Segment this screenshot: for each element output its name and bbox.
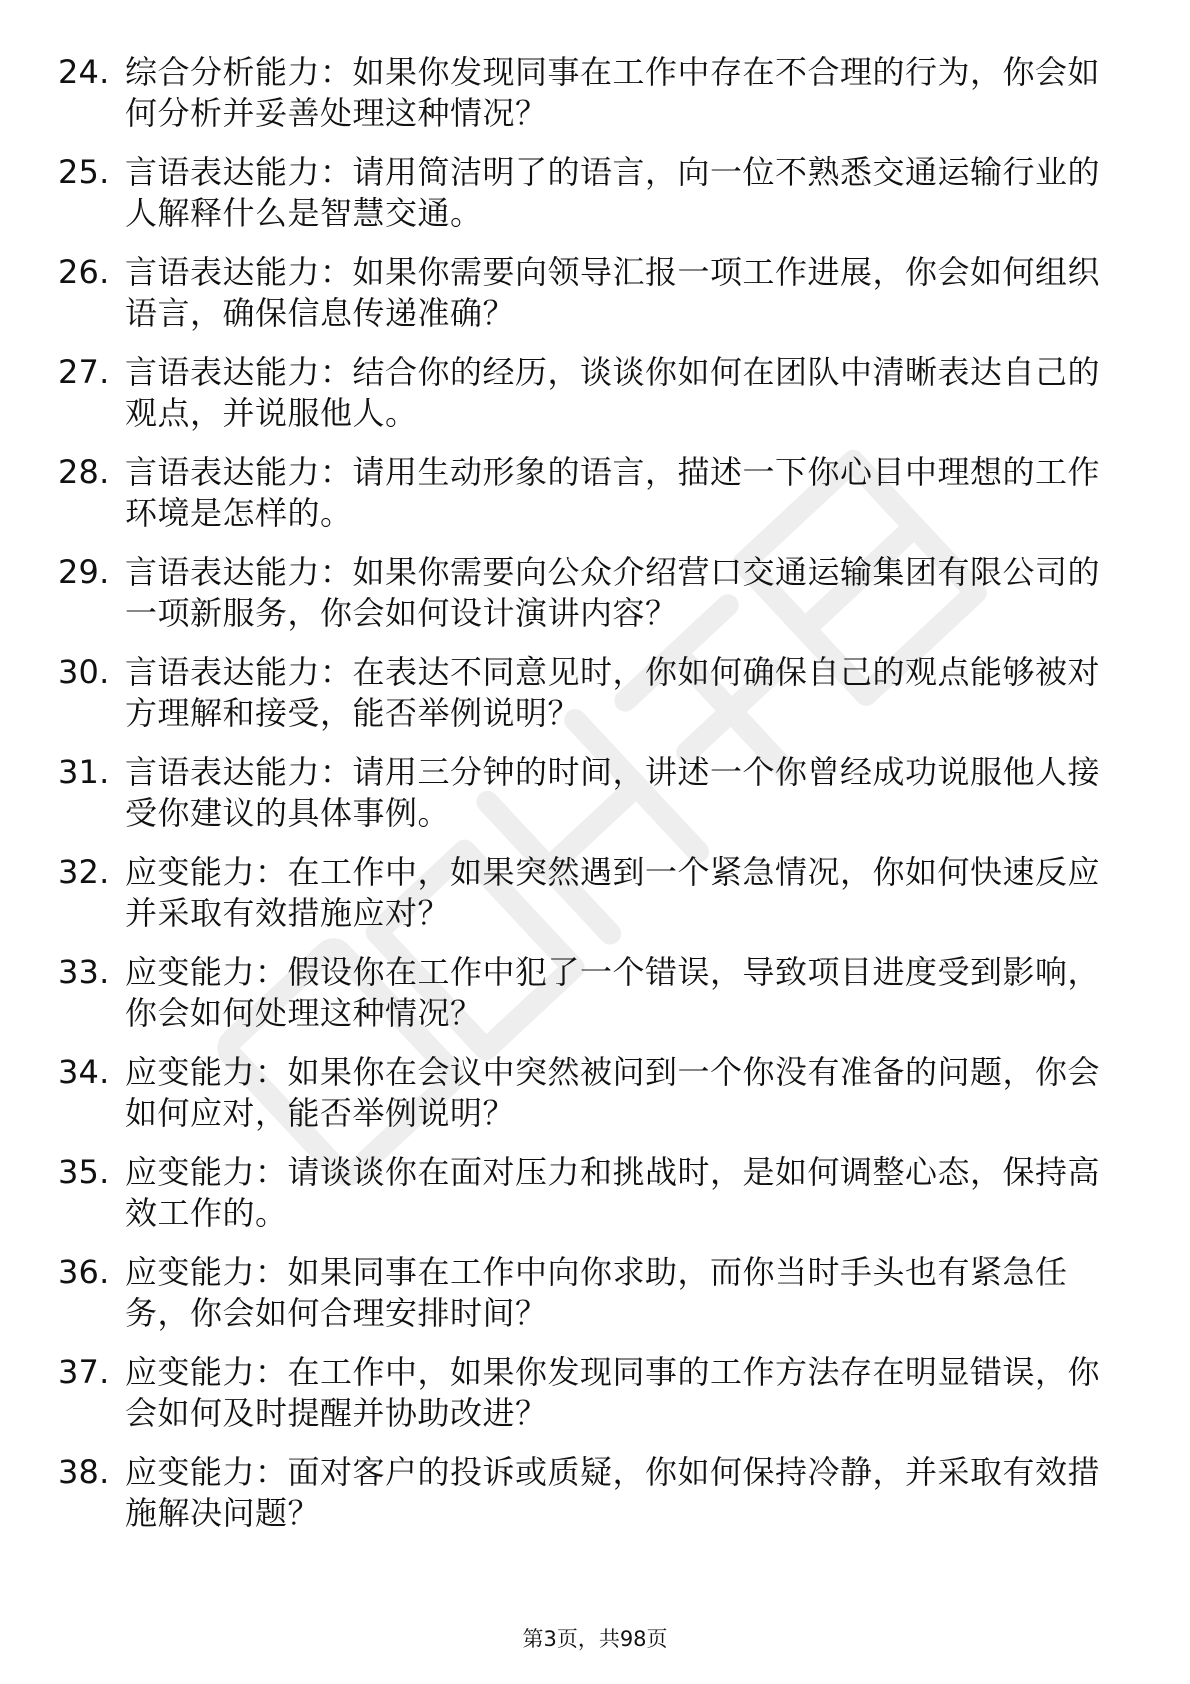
- question-number: 33.: [58, 953, 110, 991]
- question-item: [58, 952, 1118, 1034]
- question-number: 25.: [58, 153, 110, 191]
- question-text: 应变能力：请谈谈你在面对压力和挑战时，是如何调整心态，保持高效工作的。: [125, 1153, 1101, 1232]
- question-number: 29.: [58, 553, 110, 591]
- question-item: [58, 152, 1118, 234]
- question-number: 37.: [58, 1353, 110, 1391]
- question-item: [58, 1052, 1118, 1134]
- question-item: [58, 52, 1118, 134]
- question-number: 24.: [58, 53, 110, 91]
- question-item: [58, 752, 1118, 834]
- question-text: 言语表达能力：在表达不同意见时，你如何确保自己的观点能够被对方理解和接受，能否举例说明？: [125, 653, 1101, 732]
- question-text: 应变能力：如果你在会议中突然被问到一个你没有准备的问题，你会如何应对，能否举例说明？: [125, 1053, 1101, 1132]
- question-number: 31.: [58, 753, 110, 791]
- page-number-label: 第3页，共98页: [522, 1627, 668, 1651]
- question-item: [58, 852, 1118, 934]
- question-item: [58, 652, 1118, 734]
- question-number: 26.: [58, 253, 110, 291]
- question-number: 36.: [58, 1253, 110, 1291]
- question-number: 34.: [58, 1053, 110, 1091]
- question-text: 言语表达能力：如果你需要向公众介绍营口交通运输集团有限公司的一项新服务，你会如何设计演讲内容？: [125, 553, 1101, 632]
- question-text: 言语表达能力：结合你的经历，谈谈你如何在团队中清晰表达自己的观点，并说服他人。: [125, 353, 1101, 432]
- page-footer: [0, 1626, 1190, 1652]
- question-item: [58, 252, 1118, 334]
- question-item: [58, 552, 1118, 634]
- question-text: 言语表达能力：请用生动形象的语言，描述一下你心目中理想的工作环境是怎样的。: [125, 453, 1101, 532]
- question-text: 言语表达能力：请用三分钟的时间，讲述一个你曾经成功说服他人接受你建议的具体事例。: [125, 753, 1101, 832]
- question-text: 应变能力：假设你在工作中犯了一个错误，导致项目进度受到影响，你会如何处理这种情况？: [125, 953, 1101, 1032]
- question-text: 应变能力：在工作中，如果你发现同事的工作方法存在明显错误，你会如何及时提醒并协助改进？: [125, 1353, 1101, 1432]
- question-item: [58, 1152, 1118, 1234]
- question-list: [58, 52, 1118, 1552]
- question-text: 综合分析能力：如果你发现同事在工作中存在不合理的行为，你会如何分析并妥善处理这种情况？: [125, 53, 1101, 132]
- question-text: 应变能力：如果同事在工作中向你求助，而你当时手头也有紧急任务，你会如何合理安排时间？: [125, 1253, 1068, 1332]
- question-text: 应变能力：面对客户的投诉或质疑，你如何保持冷静，并采取有效措施解决问题？: [125, 1453, 1101, 1532]
- question-text: 言语表达能力：请用简洁明了的语言，向一位不熟悉交通运输行业的人解释什么是智慧交通。: [125, 153, 1101, 232]
- question-item: [58, 1352, 1118, 1434]
- question-item: [58, 452, 1118, 534]
- question-number: 30.: [58, 653, 110, 691]
- question-item: [58, 1452, 1118, 1534]
- question-number: 35.: [58, 1153, 110, 1191]
- question-text: 应变能力：在工作中，如果突然遇到一个紧急情况，你如何快速反应并采取有效措施应对？: [125, 853, 1101, 932]
- question-item: [58, 1252, 1118, 1334]
- question-item: [58, 352, 1118, 434]
- question-number: 28.: [58, 453, 110, 491]
- question-number: 32.: [58, 853, 110, 891]
- question-number: 27.: [58, 353, 110, 391]
- question-number: 38.: [58, 1453, 110, 1491]
- question-text: 言语表达能力：如果你需要向领导汇报一项工作进展，你会如何组织语言，确保信息传递准确？: [125, 253, 1101, 332]
